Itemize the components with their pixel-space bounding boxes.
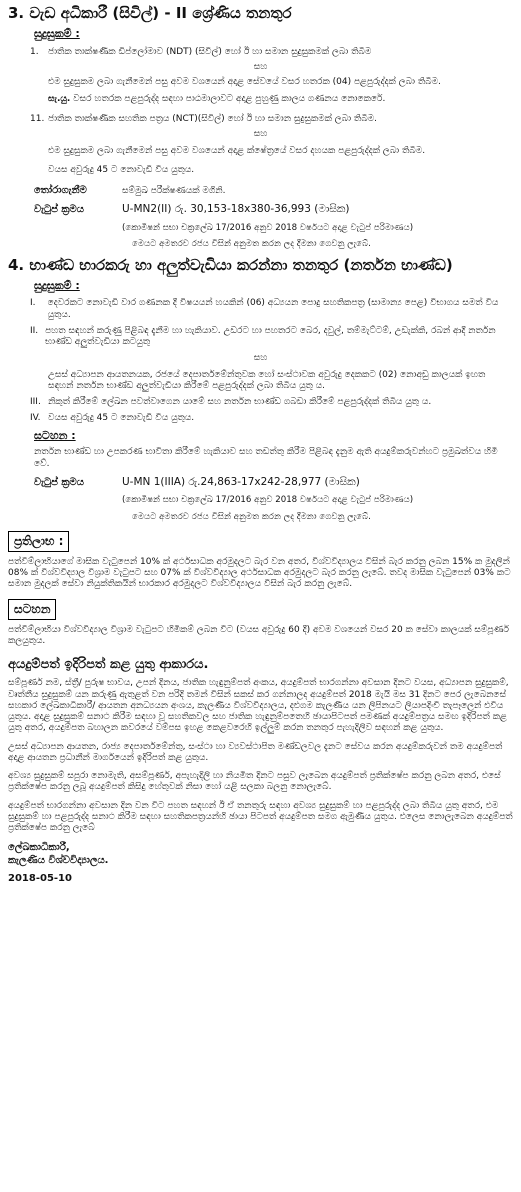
signatory-title: ලේඛකාධිකාරී, — [8, 842, 70, 854]
section-3-age: වයස අවුරුදු 45 ට නොවැඩි විය යුතුය. — [48, 165, 195, 176]
how-to-apply-heading: අයදුම්පත් ඉදිරිපත් කළ යුතු ආකාරය. — [8, 657, 209, 673]
and-label: සහ — [253, 61, 268, 72]
signatory-institution: කැලණිය විශ්වවිද්‍යාලය. — [8, 854, 109, 866]
section-4-qualifications-heading: සුදුසුකම් : — [34, 278, 80, 292]
section-3-title: 3. වැඩ අධිකාරී (සිවිල්) - II ශ්‍රේණිය තනතුර — [8, 4, 292, 22]
section-4-note: නර්තන භාණ්ඩ හා උපකරණ භාවිතා කිරීමේ හැකියාව සහ තඩත්තු කිරීම පිළිබඳ දැනුම ඇති අයදුම්කරුවන්හට ප්‍රමුඛත්වය හිමි වේ. — [34, 447, 498, 469]
section-4-item-3: III. නිකුත් කිරීමේ ලේඛන පවත්වාගෙන යාමේ සහ නර්තන භාණ්ඩ ගබඩා කිරීමේ පළපුරුද්දක් තිබිය යුතු ය. — [30, 397, 432, 408]
section-4-note-heading: සටහන : — [34, 428, 76, 442]
benefits-text: පත්වීම්ලාභියාගේ මාසික වැටුපෙන් 10% ක් අර්ථසාධක අරමුදලට බැර වන අතර, විශ්වවිද්‍යාලය විසින් බැර කරනු ලබන 15% ක මුදලින් 08% ක් විශ්වවිද්‍යාල විශ්‍රාම වැටුපට සහ 07% ක් විශ්වවිද්‍යාල අර්ථසාධක අරමුදලට බැර කරනු ලැබේ. තවද මාසික වැටුපෙන් 03% කට සමාන මුදලක් සේවා නියුක්තිකයින් භාරකාර අරමුදලට විශ්වවිද්‍යාලය විසින් බැර කරනු ලැබේ. — [8, 556, 511, 590]
apply-paragraph-2: උසස් අධ්‍යාපන ආයතන, රාජ්‍ය දෙපාර්තමේන්තු, සංස්ථා හා ව්‍යවස්ථාපිත මණ්ඩලවල දැනට සේවය කරන අයදුම්කරුවන් තම අයදුම්පත් අදාළ ආයතන ප්‍රධානීන් මාර්ගයෙන් ඉදිරිපත් කළ යුතුය. — [8, 741, 503, 763]
section-4-salary-note: (කොමිෂන් සභා චක්‍රලේඛ 17/2016 අනුව 2018 වර්ෂයට අදාළ වැටුප් පරිමාණය) — [122, 495, 414, 506]
section-4-item-2: II. පහත සඳහන් කරුණු පිළිබඳ දැනීම හා හැකියාව. උඩරට හා පහතරට බෙර, දවුල්, තම්මැට්ටම්, උඩැක්කි, රබන් ආදී නර්තන භාණ්ඩ අලුත්වැඩියා කටයුතු — [30, 325, 496, 348]
benefits-heading: ප්‍රතිලාභ : — [8, 531, 69, 552]
section-3-note: සැ.යු. වසර හතරක පළපුරුද්ද සඳහා පාඨමාලාවට අදාළ පුහුණු කාලය ගණනය නොකෙරේ. — [48, 94, 386, 105]
section-3-item-1b: එම සුදුසුකම ලබා ගැනීමෙන් පසු අවම වශයෙන් අදාළ සේවයේ වසර හතරක (04) පළපුරුද්දක් ලබා තිබීම. — [48, 77, 441, 87]
section-4-allowance-note: මෙයට අමතරව රජය විසින් අනුමත කරන ලද දීමනා ගෙවනු ලැබේ. — [132, 512, 371, 523]
apply-paragraph-4: අයදුම්පත් භාරගන්නා අවසාන දින වන විට පහත සඳහන් ඊ ඒ තනතුරු සඳහා අවශ්‍ය සුදුසුකම් හා පළපුරුද්ද ලබා තිබිය යුතු අතර, එම සුදුසුකම් හා පළපුරුද්ද සනාථ කිරීම සඳහා සහතිකපත්‍රයන්හි ඡායා පිටපත් අයදුම්පත සමග ඇමුණිය යුතුය. එලෙස නොලැබෙන අයදුම්පත් ප්‍රතික්ෂේප කරනු ලැබේ — [8, 800, 513, 834]
apply-paragraph-3: අවශ්‍ය සුදුසුකම් සපුරා නොමැති, අසම්පූර්ණ, අපැහැදිලි හා නියමිත දිනට පසුව ලැබෙන අයදුම්පත් ප්‍රතික්ෂේප කරනු ලබන අතර, එසේ ප්‍රතික්ෂේප කරනු ලබූ අයදුම්පත් කිසිදු හේතුවක් නිසා හෝ යළි සලකා බලනු නොලැබේ. — [8, 771, 501, 793]
and-label: සහ — [253, 128, 268, 139]
apply-paragraph-1: සම්පූර්ණ නම, ස්ත්‍රී/ පුරුෂ භාවය, උපන් දිනය, ජාතික හැඳුනුම්පත් අංකය, අයදුම්පත් භාරගන්නා අවසාන දිනට වයස, අධ්‍යාපන සුදුසුකම්, වෘත්තීය සුදුසුකම් යන කරුණු ඇතුළත් වන පරිදි තමන් විසින් සකස් කර ගන්නාලද අයදුම්පත් 2018 මැයි මස 31 දිනට පෙර ලැබෙනසේ සහකාර ලේඛකාධිකාරී/ ආයතන අනධ්‍යයන අංශය, කැලණිය විශ්වවිද්‍යාලය, දළුගම කැලණිය යන ලිපිනයට ලියාපදිංචි තැපෑලෙන් එවිය යුතුය. අදාළ සුදුසුකම් සනාථ කිරීම සඳහා වූ සහතිකවල සහ ජාතික හැඳුනුම්පතෙහි ඡායාපිටපත් පමණක් අයදුම්පත්‍රය සමඟ ඉදිරිපත් කළ යුතු අතර, අයදුම්පත බහාලන කවරයේ වම්පස ඉහළ කෙළවරෙහි ඉල්ලුම් කරන තනතුර පැහැදිලිව සඳහන් කළ යුතුය. — [8, 678, 509, 734]
notice-date: 2018-05-10 — [8, 873, 72, 885]
section-3-item-2b: එම සුදුසුකම ලබා ගැනීමෙන් පසු අවම වශයෙන් අදාළ ක්ෂේත්‍රයේ වසර දහයක පළපුරුද්දක් ලබා තිබීම. — [48, 146, 426, 156]
section-4-item-1: I. දෙවරකට නොවැඩි වාර ගණනක දී විෂයයන් හයකින් (06) අධ්‍යයන පොදු සහතිකපත්‍ර (සාමාන්‍ය පෙළ) විභාගය සමත් විය යුතුය. — [30, 298, 499, 320]
section-3-item-2: 11. ජාතික තාක්ෂණික සහතික පත්‍රය (NCT)(සිවිල්) හෝ ඊ හා සමාන සුදුසුකමක් ලබා තිබීම. — [30, 113, 377, 124]
section-3-qualifications-heading: සුදුසුකම් : — [34, 26, 80, 40]
section-4-salary: වැටුප් ක්‍රමය U-MN 1(IIIA) රු.24,863-17x242-28,977 (මාසික) — [34, 475, 360, 488]
signature-block — [8, 842, 513, 886]
and-label: සහ — [253, 353, 268, 364]
section-4-item-2b: උසස් අධ්‍යාපන ආයතනයක, රජයේ දෙපාර්තමේන්තුවක හෝ සංස්ථාවක අවුරුදු දෙකකට (02) නොඅඩු කාලයක් ඉහත සඳහන් නර්තන භාණ්ඩ අලුත්වැඩියා කිරීමේ පළපුරුද්දක් ලබා තිබිය යුතු ය. — [48, 369, 486, 391]
section-3-item-1: 1. ජාතික තාක්ෂණික ඩිප්ලෝමාව (NDT) (සිවිල්) හෝ ඊ හා සමාන සුදුසුකමක් ලබා තිබීම — [30, 46, 372, 57]
section-3-selection: තෝරාගැනීම සම්මුඛ පරීක්ෂණයක් මගිනි. — [34, 184, 226, 196]
pension-note: පත්වීම්ලාභියා විශ්වවිද්‍යාල විශ්‍රාම වැටුපට හිමිකම් ලබන විට (වයස අවුරුදු 60 දී) අවම වශයෙන් වසර 20 ක සේවා කාලයක් සම්පූර්ණ කලයුතුය. — [8, 624, 509, 646]
section-4-item-4: IV. වයස අවුරුදු 45 ට නොවැඩි විය යුතුය. — [30, 413, 195, 424]
section-3-allowance-note: මෙයට අමතරව රජය විසින් අනුමත කරන ලද දීමනා ගෙවනු ලැබේ. — [132, 239, 371, 250]
note-heading: සටහන — [8, 599, 56, 620]
section-4-title: 4. භාණ්ඩ භාරකරු හා අලුත්වැඩියා කරන්නා තනතුර (නර්තන භාණ්ඩ) — [8, 255, 453, 274]
section-3-salary: වැටුප් ක්‍රමය U-MN2(II) රු. 30,153-18x380-36,993 (මාසික) — [34, 203, 350, 215]
advertisement — [8, 4, 513, 886]
section-3-salary-note: (කොමිෂන් සභා චක්‍රලේඛ 17/2016 අනුව 2018 වර්ෂයට අදාළ වැටුප් පරිමාණය) — [122, 222, 414, 233]
